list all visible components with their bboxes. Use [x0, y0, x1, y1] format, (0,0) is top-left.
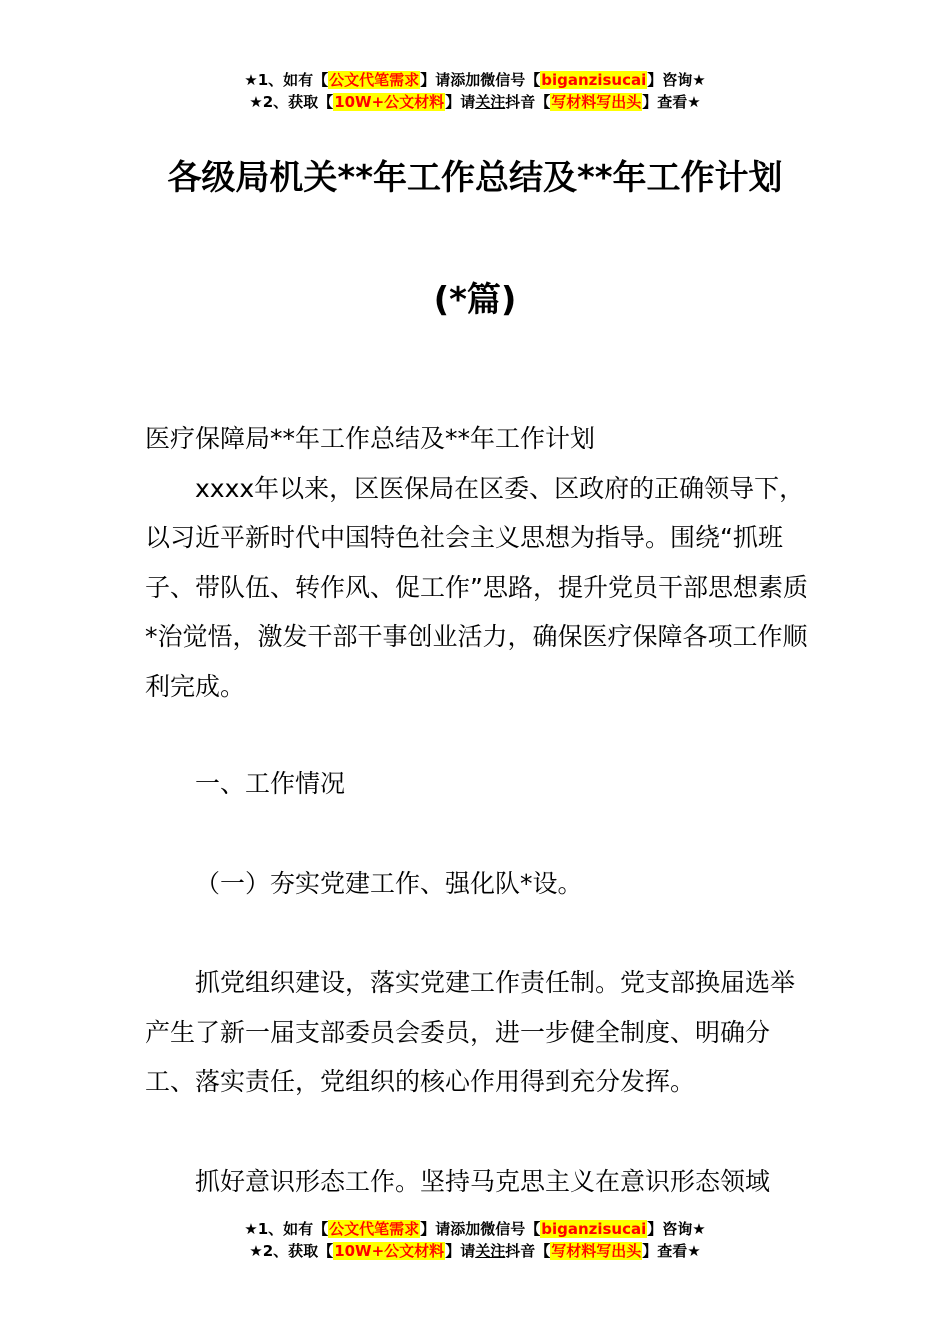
subsection-heading: （一）夯实党建工作、强化队*设。 — [195, 868, 583, 898]
highlight-service: 公文代笔需求 — [329, 71, 420, 89]
document-subtitle: (*篇) — [433, 280, 517, 320]
body-paragraph: 抓好意识形态工作。坚持马克思主义在意识形态领域 — [195, 1166, 771, 1196]
highlight-materials: 10W+公文材料 — [334, 1242, 445, 1260]
highlight-materials: 10W+公文材料 — [334, 93, 445, 111]
doc-heading: 医疗保障局**年工作总结及**年工作计划 — [145, 424, 596, 453]
header-banner — [0, 69, 950, 113]
document-body — [145, 414, 809, 1206]
banner-line-2: ★2、获取【10W+公文材料】请关注抖音【写材料写出头】查看★ — [249, 93, 701, 111]
banner-line-1: ★1、如有【公文代笔需求】请添加微信号【biganzisucai】咨询★ — [244, 71, 706, 89]
underlined-follow: 关注 — [475, 93, 506, 111]
highlight-service: 公文代笔需求 — [329, 1220, 420, 1238]
intro-paragraph: xxxx年以来，区医保局在区委、区政府的正确领导下，以习近平新时代中国特色社会主义思想为指导。围绕“抓班子、带队伍、转作风、促工作”思路，提升党员干部思想素质*治觉悟，激发干部干事创业活力，确保医疗保障各项工作顺利完成。 — [145, 473, 808, 701]
document-title: 各级局机关**年工作总结及**年工作计划 — [167, 158, 783, 198]
banner-line-1: ★1、如有【公文代笔需求】请添加微信号【biganzisucai】咨询★ — [244, 1220, 706, 1238]
section-heading: 一、工作情况 — [195, 769, 346, 798]
banner-line-2: ★2、获取【10W+公文材料】请关注抖音【写材料写出头】查看★ — [249, 1242, 701, 1260]
highlight-wechat-id: biganzisucai — [541, 1220, 647, 1238]
highlight-wechat-id: biganzisucai — [541, 71, 647, 89]
highlight-douyin: 写材料写出头 — [551, 1242, 642, 1260]
highlight-douyin: 写材料写出头 — [551, 93, 642, 111]
footer-banner — [0, 1218, 950, 1262]
underlined-follow: 关注 — [475, 1242, 506, 1260]
body-paragraph: 抓党组织建设，落实党建工作责任制。党支部换届选举产生了新一届支部委员会委员，进一步健全制度、明确分工、落实责任，党组织的核心作用得到充分发挥。 — [145, 968, 796, 1096]
